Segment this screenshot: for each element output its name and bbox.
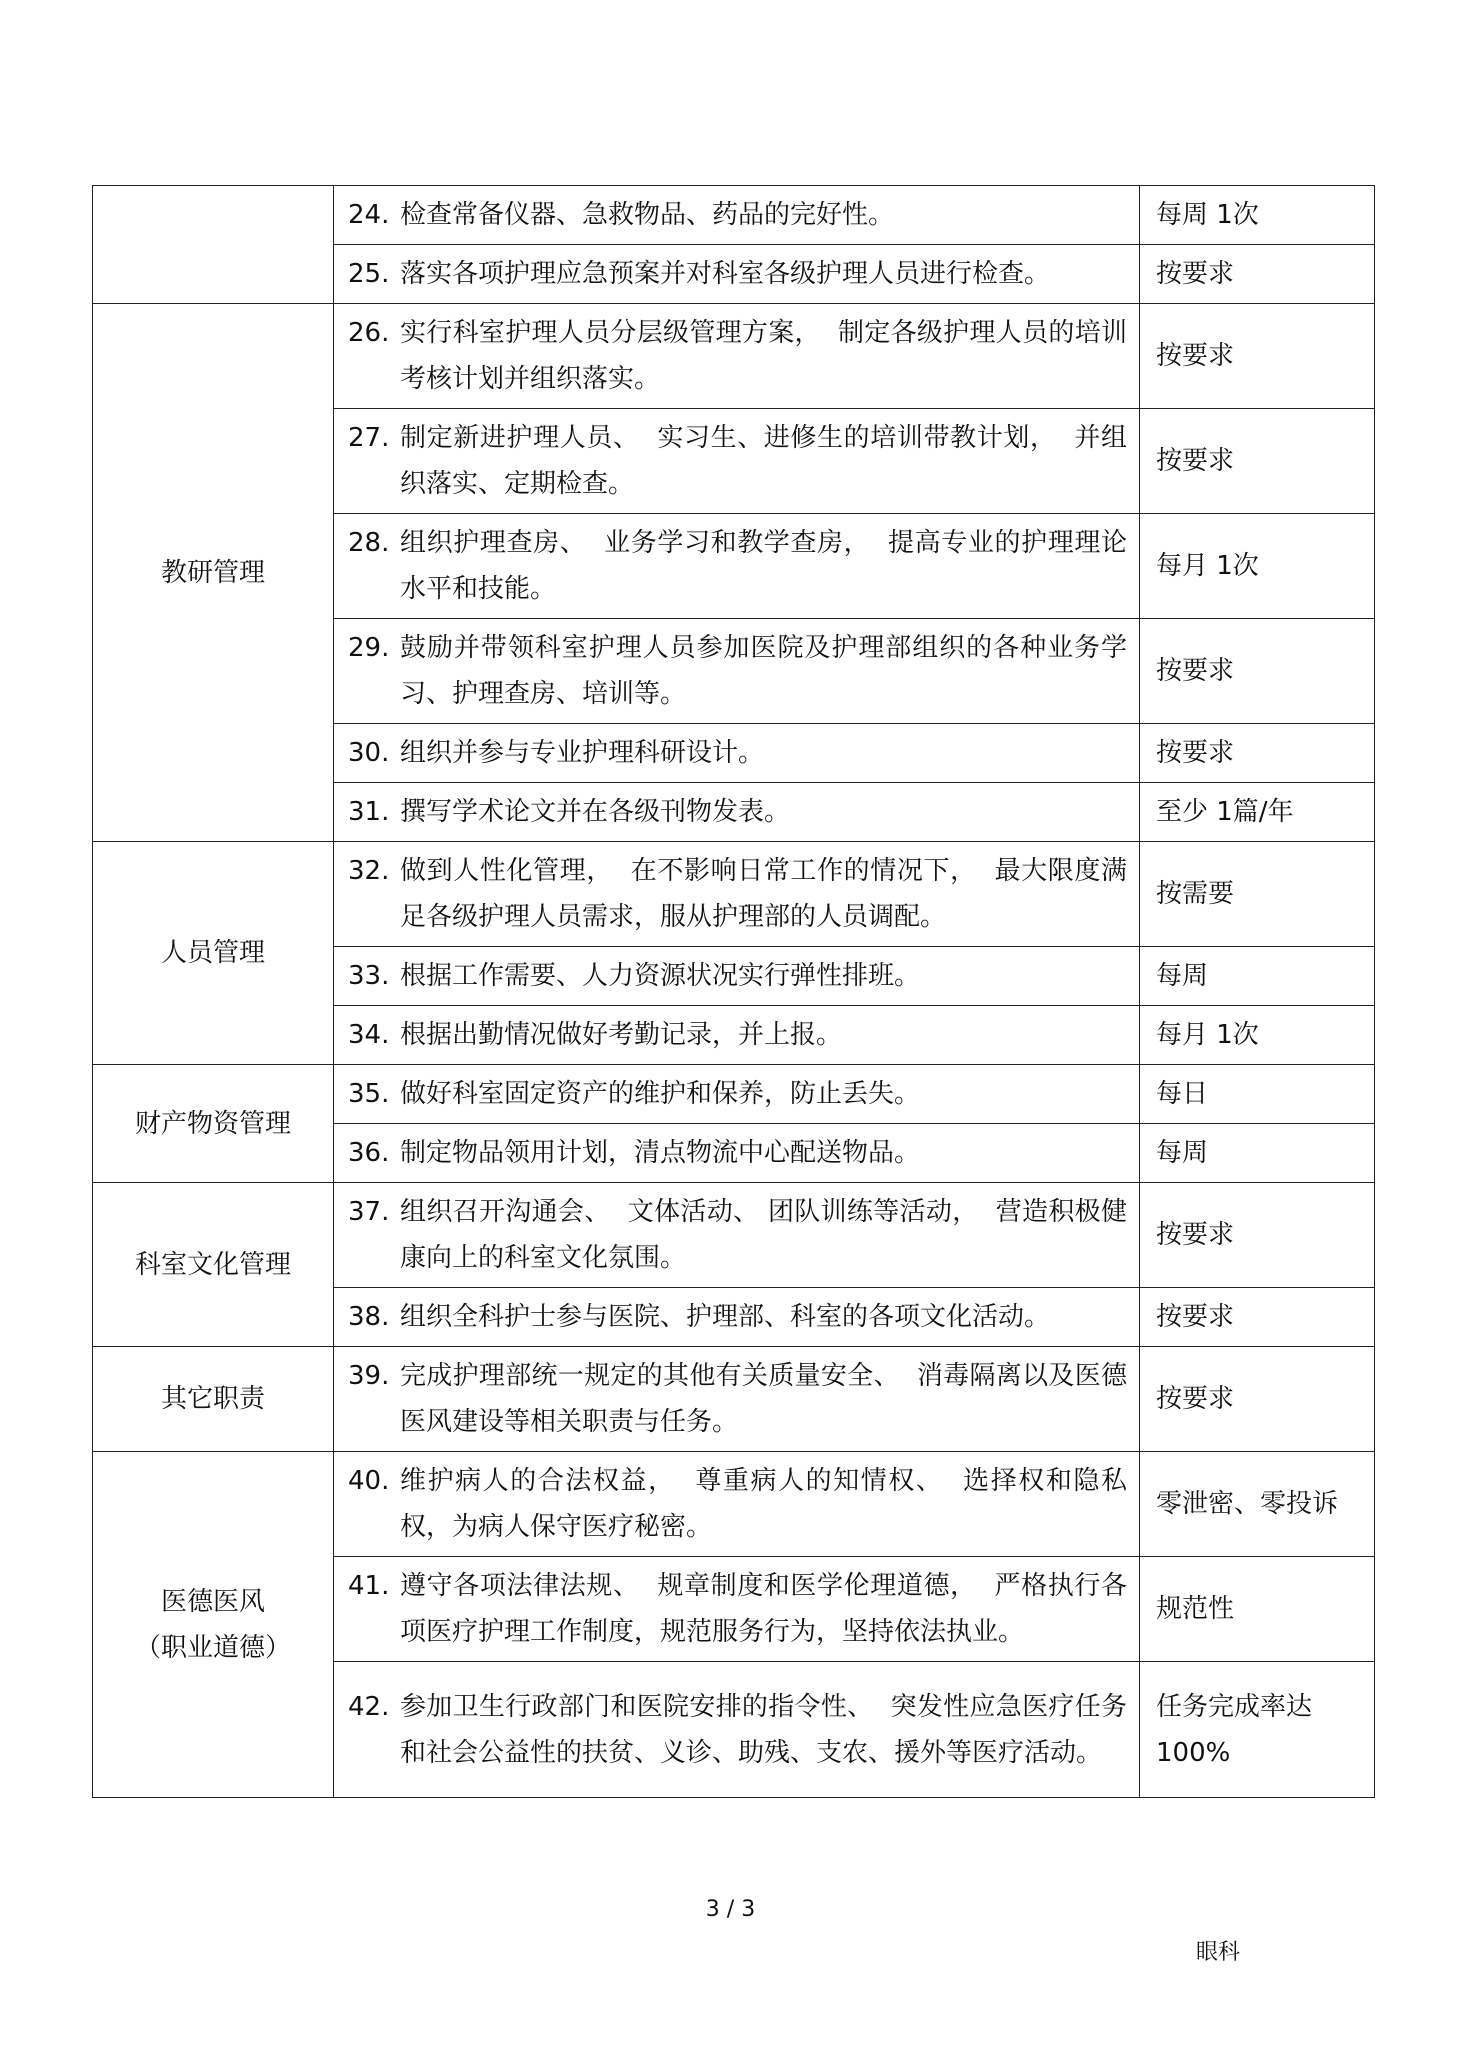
frequency-cell: 每周 [1140,1124,1375,1183]
table-row [93,304,1375,409]
task-cell [334,409,1140,514]
table-row [93,1183,1375,1288]
frequency-cell: 按要求 [1140,245,1375,304]
task-text: 做好科室固定资产的维护和保养，防止丢失。 [400,1079,921,1109]
task-cell [334,842,1140,947]
duty-table [92,185,1375,1798]
task-cell [334,1006,1140,1065]
frequency-cell: 按要求 [1140,1347,1375,1452]
task-number: 39. [348,1361,390,1391]
task-cell [334,1288,1140,1347]
task-text: 实行科室护理人员分层级管理方案， 制定各级护理人员的培训考核计划并组织落实。 [400,318,1127,394]
task-number: 42. [348,1691,390,1722]
task-text: 参加卫生行政部门和医院安排的指令性、 突发性应急医疗任务和社会公益性的扶贫、义诊、助残、支农、援外等医疗活动。 [400,1691,1127,1768]
task-number: 25. [348,259,390,289]
task-number: 24. [348,200,390,230]
task-number: 29. [348,633,390,663]
task-cell [334,1065,1140,1124]
frequency-cell: 零泄密、零投诉 [1140,1452,1375,1557]
task-cell [334,1347,1140,1452]
frequency-cell: 规范性 [1140,1557,1375,1662]
task-cell [334,1662,1140,1798]
frequency-cell: 按要求 [1140,1183,1375,1288]
table-row [93,186,1375,245]
category-cell: 财产物资管理 [93,1065,334,1183]
task-text: 组织并参与专业护理科研设计。 [400,738,765,768]
category-cell: 人员管理 [93,842,334,1065]
task-number: 28. [348,528,390,558]
frequency-cell: 每月 1次 [1140,514,1375,619]
task-cell [334,245,1140,304]
task-text: 制定物品领用计划，清点物流中心配送物品。 [400,1138,921,1168]
frequency-cell: 按要求 [1140,1288,1375,1347]
task-cell [334,1124,1140,1183]
task-text: 完成护理部统一规定的其他有关质量安全、 消毒隔离以及医德医风建设等相关职责与任务。 [400,1361,1127,1437]
task-number: 37. [348,1197,390,1227]
category-cell: 医德医风 （职业道德） [93,1452,334,1798]
frequency-cell: 按要求 [1140,619,1375,724]
task-cell [334,304,1140,409]
frequency-cell: 按要求 [1140,724,1375,783]
frequency-cell: 每周 [1140,947,1375,1006]
task-text: 落实各项护理应急预案并对科室各级护理人员进行检查。 [400,259,1051,289]
frequency-cell: 至少 1篇/年 [1140,783,1375,842]
table-row [93,1065,1375,1124]
table-row [93,1347,1375,1452]
department-label: 眼科 [1196,1940,1241,1965]
task-cell [334,619,1140,724]
task-cell [334,947,1140,1006]
table-row [93,842,1375,947]
task-cell [334,1183,1140,1288]
task-number: 32. [348,856,390,886]
category-cell: 教研管理 [93,304,334,842]
task-number: 31. [348,797,390,827]
task-number: 33. [348,961,390,991]
task-number: 36. [348,1138,390,1168]
duty-table-body [93,186,1375,1798]
task-text: 组织全科护士参与医院、护理部、科室的各项文化活动。 [400,1302,1051,1332]
task-text: 撰写学术论文并在各级刊物发表。 [400,797,791,827]
frequency-cell: 按要求 [1140,409,1375,514]
frequency-cell: 每周 1次 [1140,186,1375,245]
task-number: 30. [348,738,390,768]
frequency-cell: 按需要 [1140,842,1375,947]
frequency-cell: 任务完成率达 100% [1140,1662,1375,1798]
task-cell [334,514,1140,619]
task-cell [334,1452,1140,1557]
task-text: 遵守各项法律法规、 规章制度和医学伦理道德， 严格执行各项医疗护理工作制度，规范服务行为，坚持依法执业。 [400,1571,1127,1647]
task-text: 做到人性化管理， 在不影响日常工作的情况下， 最大限度满足各级护理人员需求，服从护理部的人员调配。 [400,856,1127,932]
task-text: 制定新进护理人员、 实习生、进修生的培训带教计划， 并组织落实、定期检查。 [400,423,1127,499]
task-number: 27. [348,423,390,453]
category-cell: 科室文化管理 [93,1183,334,1347]
category-cell: 其它职责 [93,1347,334,1452]
task-number: 26. [348,318,390,348]
task-cell [334,783,1140,842]
task-text: 检查常备仪器、急救物品、药品的完好性。 [400,200,895,230]
task-number: 34. [348,1020,390,1050]
task-cell [334,186,1140,245]
category-cell [93,186,334,304]
task-cell [334,724,1140,783]
task-text: 鼓励并带领科室护理人员参加医院及护理部组织的各种业务学习、护理查房、培训等。 [400,633,1127,709]
table-row [93,1452,1375,1557]
task-text: 组织召开沟通会、 文体活动、 团队训练等活动， 营造积极健康向上的科室文化氛围。 [400,1197,1127,1273]
task-number: 35. [348,1079,390,1109]
task-text: 维护病人的合法权益， 尊重病人的知情权、 选择权和隐私权，为病人保守医疗秘密。 [400,1466,1127,1542]
task-text: 根据出勤情况做好考勤记录，并上报。 [400,1020,843,1050]
frequency-cell: 每日 [1140,1065,1375,1124]
task-cell [334,1557,1140,1662]
task-number: 40. [348,1466,390,1496]
task-text: 根据工作需要、人力资源状况实行弹性排班。 [400,961,921,991]
frequency-cell: 按要求 [1140,304,1375,409]
task-number: 38. [348,1302,390,1332]
page-number: 3 / 3 [705,1897,756,1922]
task-number: 41. [348,1571,390,1601]
frequency-cell: 每月 1次 [1140,1006,1375,1065]
task-text: 组织护理查房、 业务学习和教学查房， 提高专业的护理理论水平和技能。 [400,528,1127,604]
